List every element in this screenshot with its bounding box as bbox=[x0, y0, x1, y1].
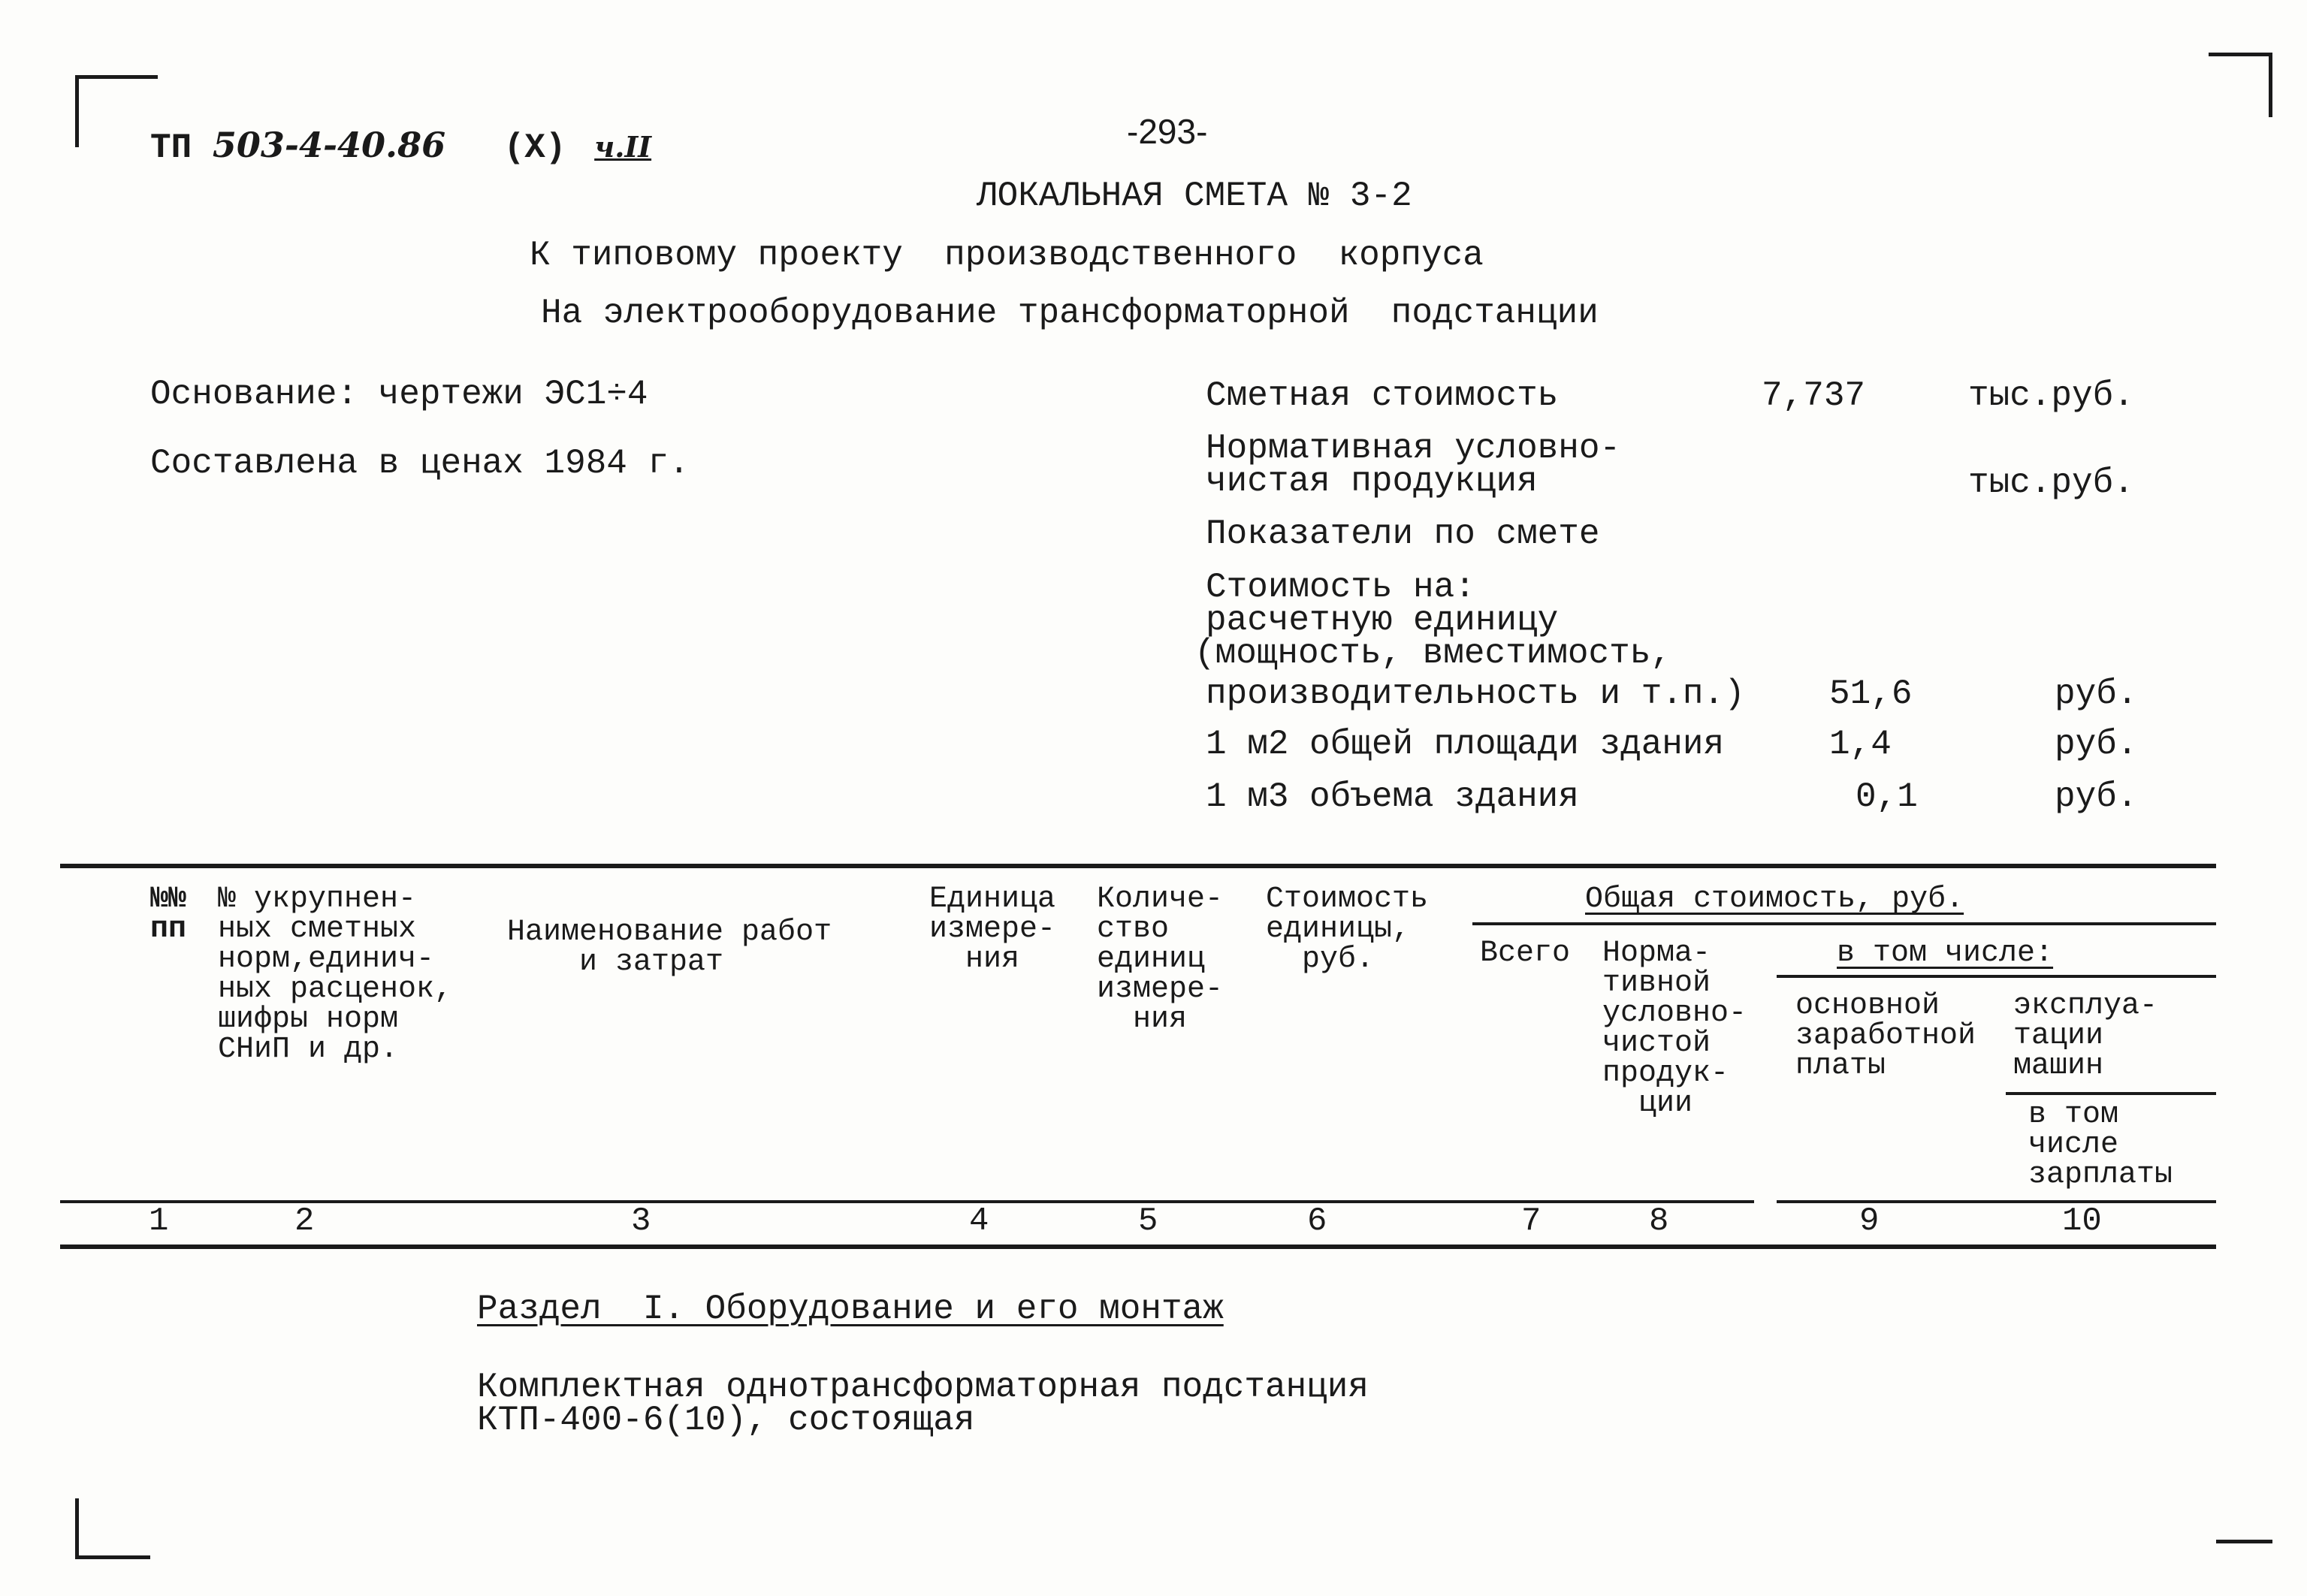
column-number-2: 2 bbox=[294, 1202, 315, 1240]
group-header-total-cost: Общая стоимость, руб. bbox=[1585, 882, 1964, 916]
unit-cost-value: 51,6 bbox=[1829, 674, 1913, 714]
normative-unit: тыс.руб. bbox=[1968, 463, 2134, 502]
group-header-rule bbox=[1472, 922, 2216, 925]
estimated-cost-value: 7,737 bbox=[1762, 376, 1866, 415]
unit-cost-unit: руб. bbox=[2055, 674, 2138, 714]
volume-cost-label: 1 м3 объема здания bbox=[1206, 777, 1579, 816]
col-header-quantity: Количе- ство единиц измере- ния bbox=[1097, 882, 1224, 1036]
unit-cost-label-line2: расчетную единицу bbox=[1206, 601, 1559, 640]
project-subtitle: К типовому проекту производственного корпуса bbox=[530, 236, 1484, 275]
corner-mark-bottom-right-horizontal bbox=[2216, 1540, 2272, 1543]
machine-rule bbox=[2006, 1092, 2216, 1095]
col-header-machine-operation: эксплуа- тации машин bbox=[2013, 989, 2158, 1083]
column-number-4: 4 bbox=[969, 1202, 989, 1240]
equipment-subtitle: На электрооборудование трансформаторной подстанции bbox=[541, 294, 1599, 333]
indicators-label: Показатели по смете bbox=[1206, 514, 1600, 554]
estimate-title: ЛОКАЛЬНАЯ СМЕТА № 3-2 bbox=[977, 176, 1412, 216]
volume-cost-value: 0,1 bbox=[1856, 777, 1918, 816]
unit-cost-label-line3: (мощность, вместимость, bbox=[1194, 634, 1671, 673]
area-cost-unit: руб. bbox=[2055, 725, 2138, 764]
code-number: 503-4-40.86 bbox=[212, 125, 446, 165]
code-prefix: ТП bbox=[150, 128, 192, 167]
col-header-norm-codes: № укрупнен- ных сметных норм,единич- ных расценок, шифры норм СНиП и др. bbox=[218, 882, 453, 1067]
column-number-5: 5 bbox=[1138, 1202, 1158, 1240]
volume-cost-unit: руб. bbox=[2055, 777, 2138, 816]
corner-mark-top-left-vertical bbox=[75, 75, 79, 147]
area-cost-label: 1 м2 общей площади здания bbox=[1206, 725, 1725, 764]
normative-label-line1: Нормативная условно- bbox=[1206, 429, 1621, 468]
basis-drawings: Основание: чертежи ЭС1÷4 bbox=[150, 375, 648, 414]
col-header-unit-cost: Стоимость единицы, руб. bbox=[1266, 882, 1429, 976]
col-header-normative: Норма- тивной условно- чистой продук- ции bbox=[1602, 937, 1747, 1121]
table-header-bottom-rule bbox=[60, 1245, 2216, 1249]
page-number: -293- bbox=[1127, 112, 1208, 151]
column-number-1: 1 bbox=[149, 1202, 169, 1240]
col-header-machine-wages: в том числе зарплаты bbox=[2028, 1098, 2173, 1192]
col-header-base-wages: основной заработной платы bbox=[1795, 989, 1976, 1083]
normative-label-line2: чистая продукция bbox=[1206, 462, 1538, 501]
col-header-unit: Единица измере- ния bbox=[929, 882, 1056, 976]
column-number-8: 8 bbox=[1649, 1202, 1669, 1240]
column-number-10: 10 bbox=[2062, 1202, 2102, 1240]
unit-cost-label-line4: производительность и т.п.) bbox=[1206, 674, 1745, 714]
group-header-including: в том числе: bbox=[1837, 937, 2054, 970]
column-number-9: 9 bbox=[1859, 1202, 1880, 1240]
area-cost-value: 1,4 bbox=[1829, 725, 1892, 764]
column-number-3: 3 bbox=[631, 1202, 651, 1240]
section-item-line1: Комплектная однотрансформаторная подстанция bbox=[477, 1368, 1369, 1407]
col-header-row-number: №№ пп bbox=[150, 882, 187, 946]
section-item-line2: КТП-400-6(10), состоящая bbox=[477, 1401, 975, 1440]
column-number-6: 6 bbox=[1307, 1202, 1327, 1240]
column-number-top-rule-right bbox=[1777, 1200, 2216, 1203]
column-number-7: 7 bbox=[1521, 1202, 1542, 1240]
corner-mark-bottom-left-vertical bbox=[75, 1498, 79, 1558]
part-number: ч.II bbox=[594, 130, 652, 164]
table-top-rule bbox=[60, 864, 2216, 868]
basis-prices: Составлена в ценах 1984 г. bbox=[150, 444, 690, 483]
estimated-cost-label: Сметная стоимость bbox=[1206, 376, 1559, 415]
section-title: Раздел I. Оборудование и его монтаж bbox=[477, 1290, 1224, 1329]
document-code bbox=[150, 126, 651, 167]
estimated-cost-unit: тыс.руб. bbox=[1968, 376, 2134, 415]
col-header-total: Всего bbox=[1480, 937, 1571, 970]
including-rule bbox=[1777, 975, 2216, 978]
corner-mark-top-right-horizontal bbox=[2209, 53, 2272, 56]
corner-mark-top-right-vertical bbox=[2269, 53, 2272, 117]
unit-cost-label-line1: Стоимость на: bbox=[1206, 568, 1475, 607]
col-header-work-name: Наименование работ и затрат bbox=[507, 916, 832, 979]
corner-mark-top-left-horizontal bbox=[75, 75, 158, 79]
code-suffix: (X) bbox=[503, 128, 566, 167]
corner-mark-bottom-left-horizontal bbox=[75, 1555, 150, 1559]
